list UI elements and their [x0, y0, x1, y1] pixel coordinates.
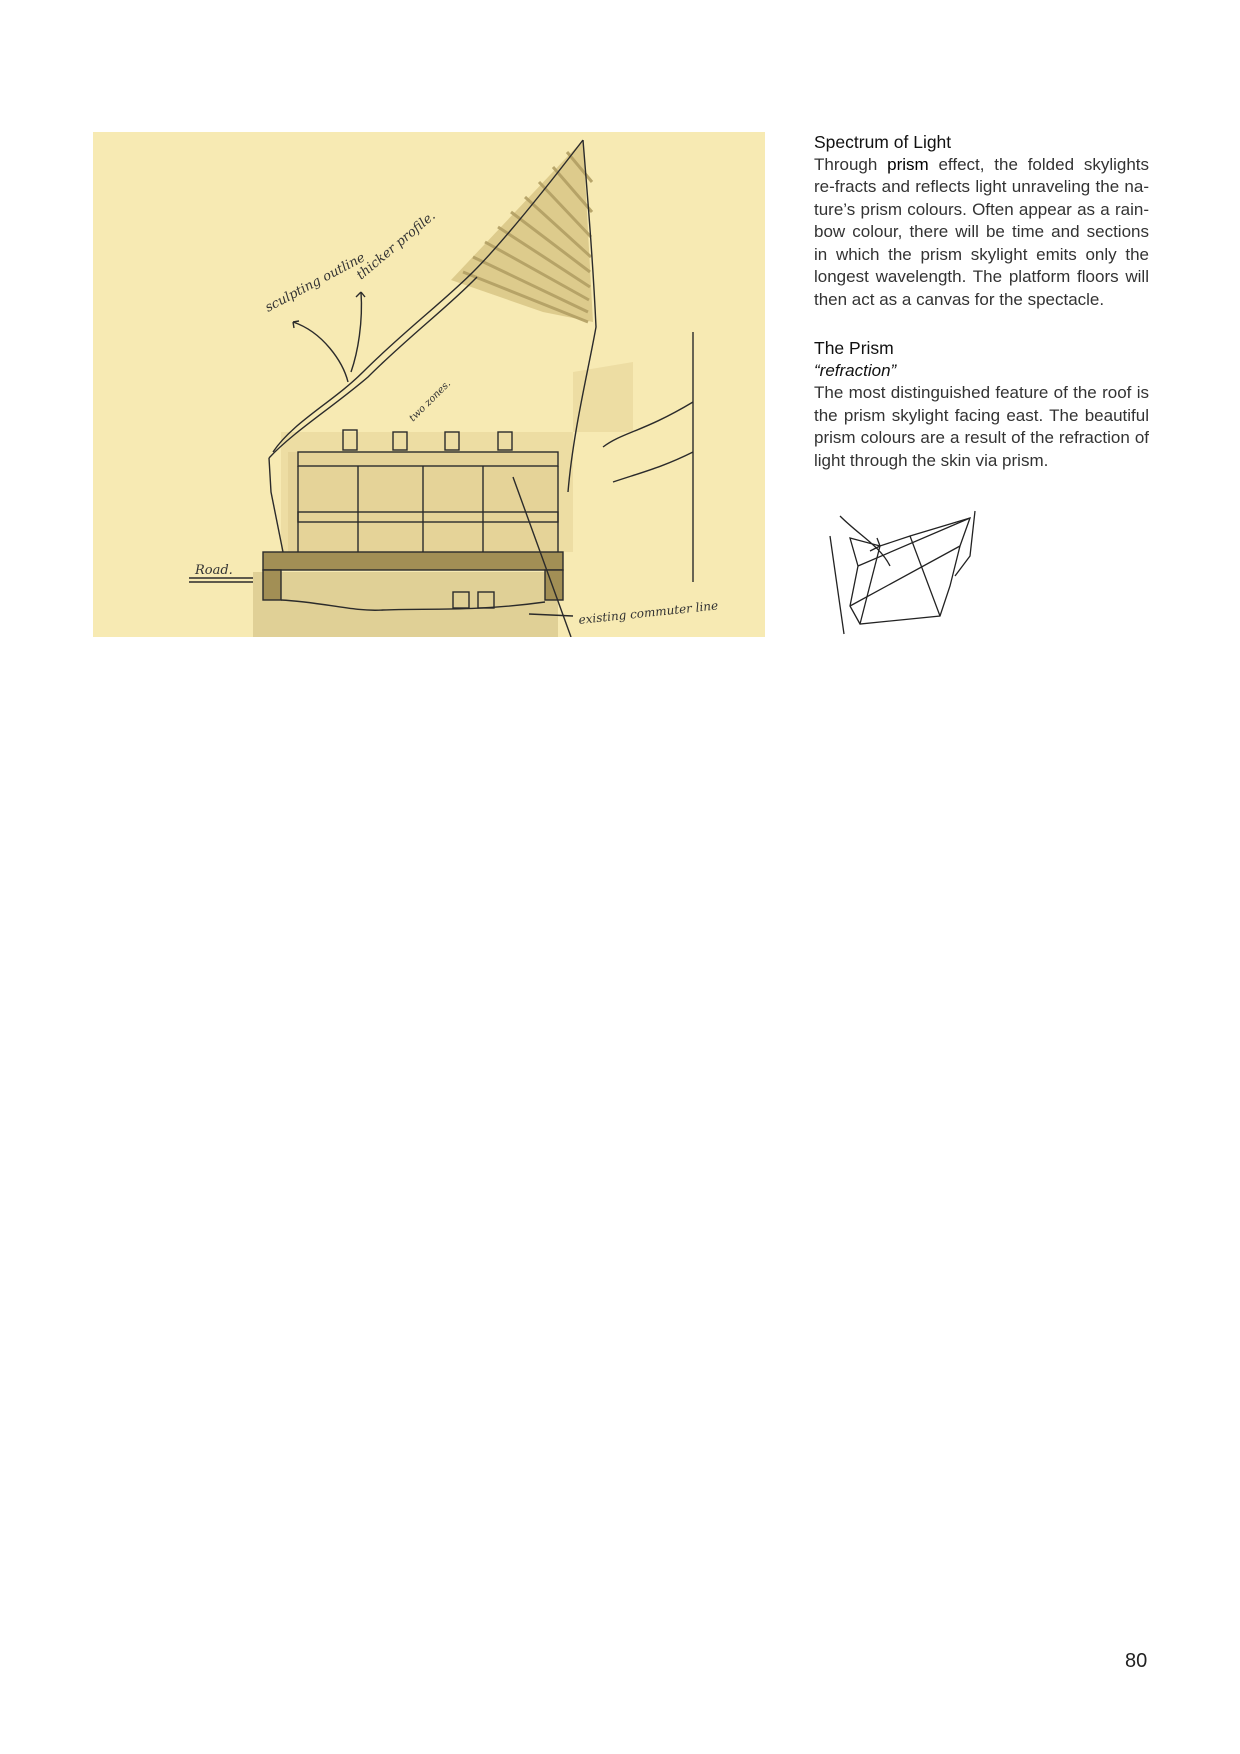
label-outline: sculpting outline	[262, 250, 368, 316]
label-road: Road.	[195, 563, 233, 578]
body-text: effect, the folded skylights re-fracts and reflects light unraveling the na-ture’s prism colours. Often appear as a rain-bow colour, there will be time and sections in which the prism skylight emits only the longest wavelength. The platform floors will then act as a canvas for the spectacle.	[814, 154, 1149, 309]
section-heading-prism: The Prism	[814, 338, 894, 358]
section-subheading-prism: “refraction”	[814, 360, 897, 380]
page-number: 80	[1125, 1650, 1148, 1672]
label-zones: two zones.	[407, 378, 454, 425]
text-column	[814, 131, 1149, 472]
label-profile: thicker profile.	[353, 208, 439, 284]
label-commuter: existing commuter line	[577, 598, 719, 627]
section-sketch	[93, 132, 765, 637]
prism-sketch	[820, 506, 1000, 646]
section-heading-spectrum: Spectrum of Light	[814, 132, 952, 152]
emphasis-prism: prism	[887, 154, 929, 174]
prism-sketch-drawing	[820, 506, 1000, 641]
body-text: Through	[814, 154, 888, 174]
section-sketch-drawing	[93, 132, 765, 637]
section-body-prism: The most distinguished feature of the roof is the prism skylight facing east. The beautiful prism colours are a result of the refraction of light through the skin via prism.	[814, 383, 1149, 470]
section-body-spectrum	[814, 154, 1149, 312]
